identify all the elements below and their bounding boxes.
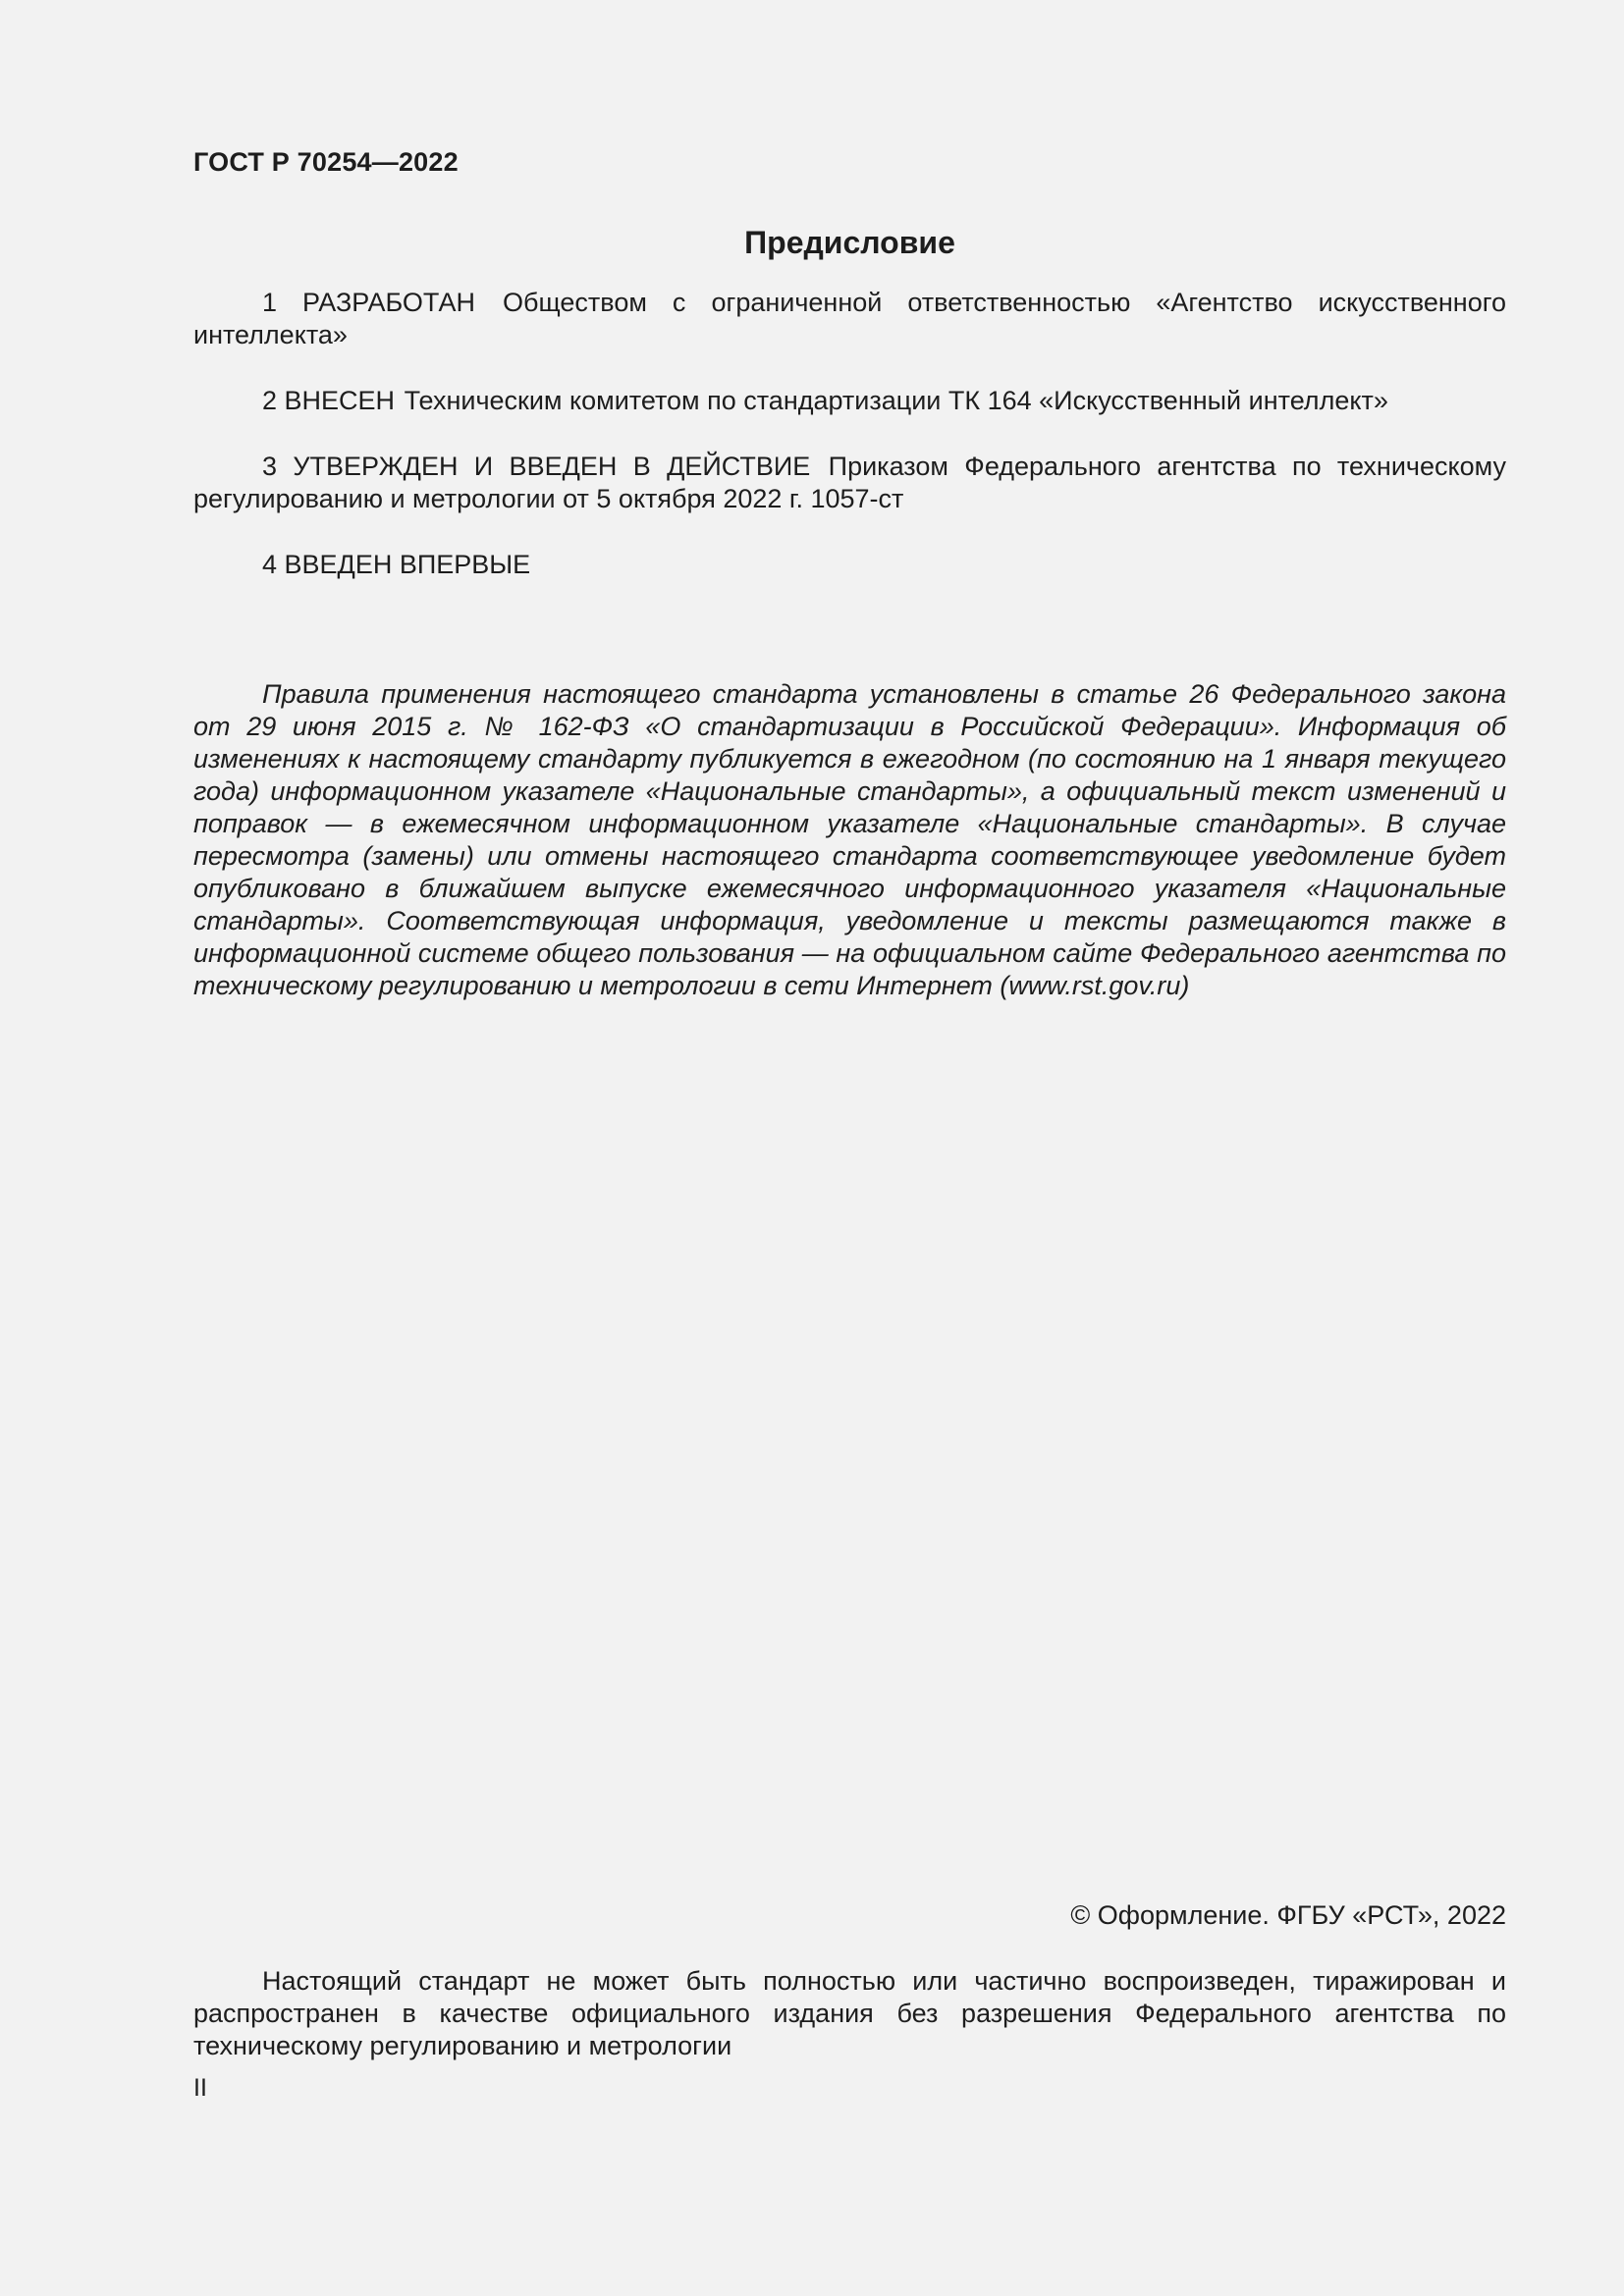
foreword-item-3 bbox=[193, 451, 1506, 515]
document-page bbox=[193, 0, 1506, 2296]
foreword-item-label: 3 УТВЕРЖДЕН И ВВЕДЕН В ДЕЙСТВИЕ bbox=[262, 452, 811, 481]
foreword-item-text: Техническим комитетом по стандартизации ТК 164 «Искусственный интеллект» bbox=[404, 386, 1388, 415]
rules-notice: Правила применения настоящего стандарта установлены в статье 26 Федерального закона от 29 июня 2015 г. № 162-ФЗ «О стандартизации в Российской Федерации». Информация об изменениях к настоящему стандарту публикуется в ежегодном (по состоянию на 1 января текущего года) информационном указателе «Национальные стандарты», а официальный текст изменений и поправок — в ежемесячном информационном указателе «Национальные стандарты». В случае пересмотра (замены) или отмены настоящего стандарта соответствующее уведомление будет опубликовано в ближайшем выпуске ежемесячного информационного указателя «Национальные стандарты». Соответствующая информация, уведомление и тексты размещаются также в информационной системе общего пользования — на официальном сайте Федерального агентства по техническому регулированию и метрологии в сети Интернет (www.rst.gov.ru) bbox=[193, 679, 1506, 1000]
foreword-item-label: 4 ВВЕДЕН ВПЕРВЫЕ bbox=[262, 550, 531, 579]
foreword-item-label: 2 ВНЕСЕН bbox=[262, 386, 396, 415]
foreword-item-label: 1 РАЗРАБОТАН bbox=[262, 288, 475, 317]
reproduction-notice: Настоящий стандарт не может быть полностью или частично воспроизведен, тиражирован и распространен в качестве официального издания без разрешения Федерального агентства по техническому регулированию и метрологии bbox=[193, 1966, 1506, 2060]
foreword-item-text: Приказом Федерального агентства по техническому регулированию и метрологии от 5 октября 2022 г. 1057-ст bbox=[193, 452, 1506, 513]
page-title: Предисловие bbox=[744, 225, 955, 260]
foreword-item-4 bbox=[193, 549, 1506, 581]
foreword-item-2 bbox=[193, 385, 1506, 417]
foreword-item-text: Обществом с ограниченной ответственностью «Агентство искусственного интеллекта» bbox=[193, 288, 1506, 349]
document-code: ГОСТ Р 70254—2022 bbox=[193, 147, 459, 177]
page-number: II bbox=[193, 2074, 207, 2102]
foreword-item-1 bbox=[193, 287, 1506, 351]
copyright-notice: © Оформление. ФГБУ «РСТ», 2022 bbox=[1070, 1900, 1506, 1930]
